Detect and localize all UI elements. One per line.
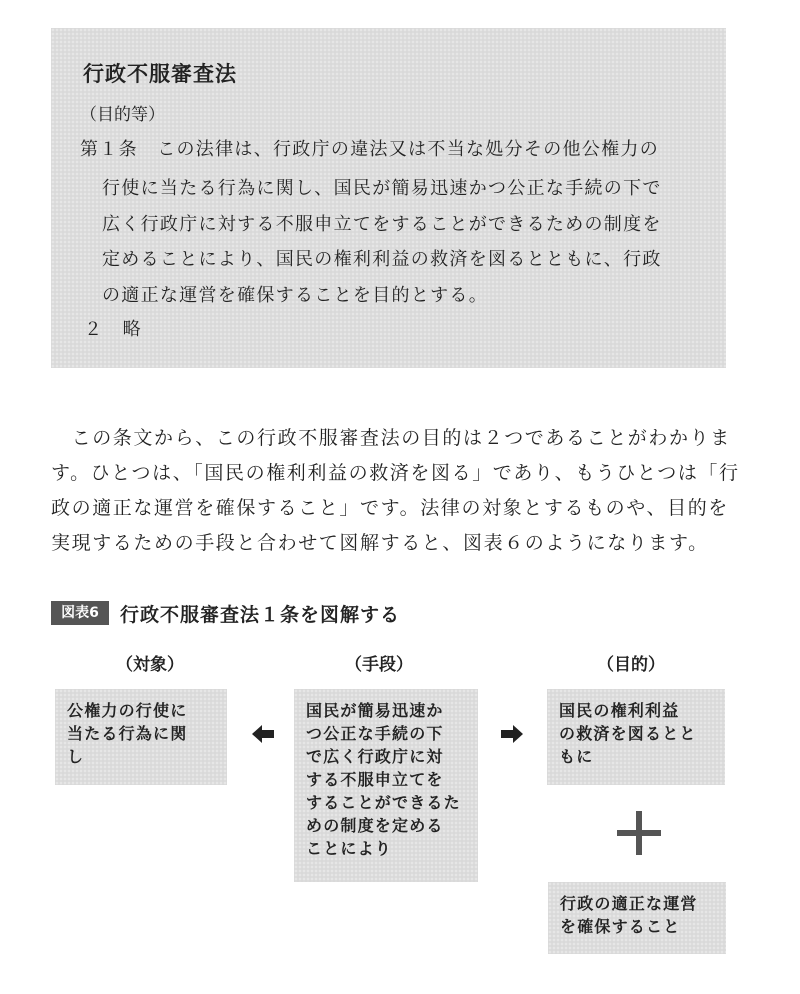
target-label: （対象） [116,655,184,675]
plus-icon [617,811,661,855]
purpose-label: （目的） [597,655,665,675]
arrow-left-icon [252,725,274,743]
purpose-box-relief [547,689,725,785]
law-line-4: 定めることにより、国民の権利利益の救済を図るとともに、行政 [102,249,662,270]
means-box-line: で広く行政庁に対 [306,747,444,766]
means-box-line: する不服申立てを [306,770,444,789]
purpose-box-line: 国民の権利利益 [559,701,680,720]
article-heading: （目的等） [80,105,165,125]
body-line-4: 実現するための手段と合わせて図解すると、図表６のようになります。 [51,532,709,554]
body-line-3: 政の適正な運営を確保すること」です。法律の対象とするものや、目的を [51,497,729,519]
purpose-box-line: もに [559,747,594,766]
purpose-box-line: を確保すること [560,917,681,936]
means-box-line: 国民が簡易迅速か [306,701,444,720]
target-box-line: 当たる行為に関 [67,724,188,743]
means-box-line: めの制度を定める [306,816,444,835]
purpose-box-operation [548,882,726,954]
target-box [55,689,227,785]
means-box-line: することができるた [306,793,461,812]
means-box-line: ことにより [306,839,393,858]
target-box-line: し [67,747,85,766]
figure-title: 行政不服審査法１条を図解する [120,604,401,626]
body-line-2: す。ひとつは、「国民の権利利益の救済を図る」であり、もうひとつは「行 [51,462,740,484]
means-box [294,689,478,882]
target-box-line: 公権力の行使に [67,701,188,720]
law-title: 行政不服審査法 [83,62,237,86]
means-box-line: つ公正な手続の下 [306,724,444,743]
arrow-right-icon [501,725,523,743]
purpose-box-line: の救済を図るとと [559,724,697,743]
body-line-1: この条文から、この行政不服審査法の目的は２つであることがわかりま [51,427,731,449]
law-line-2: 行使に当たる行為に関し、国民が簡易迅速かつ公正な手続の下で [102,178,662,199]
figure-badge: 図表6 [51,601,109,625]
purpose-box-line: 行政の適正な運営 [560,894,698,913]
law-line-6: ２ 略 [84,319,142,340]
law-line-5: の適正な運営を確保することを目的とする。 [102,285,488,306]
means-label: （手段） [345,655,413,675]
law-line-3: 広く行政庁に対する不服申立てをすることができるための制度を [102,214,662,235]
law-line-1: 第１条 この法律は、行政庁の違法又は不当な処分その他公権力の [80,139,659,160]
